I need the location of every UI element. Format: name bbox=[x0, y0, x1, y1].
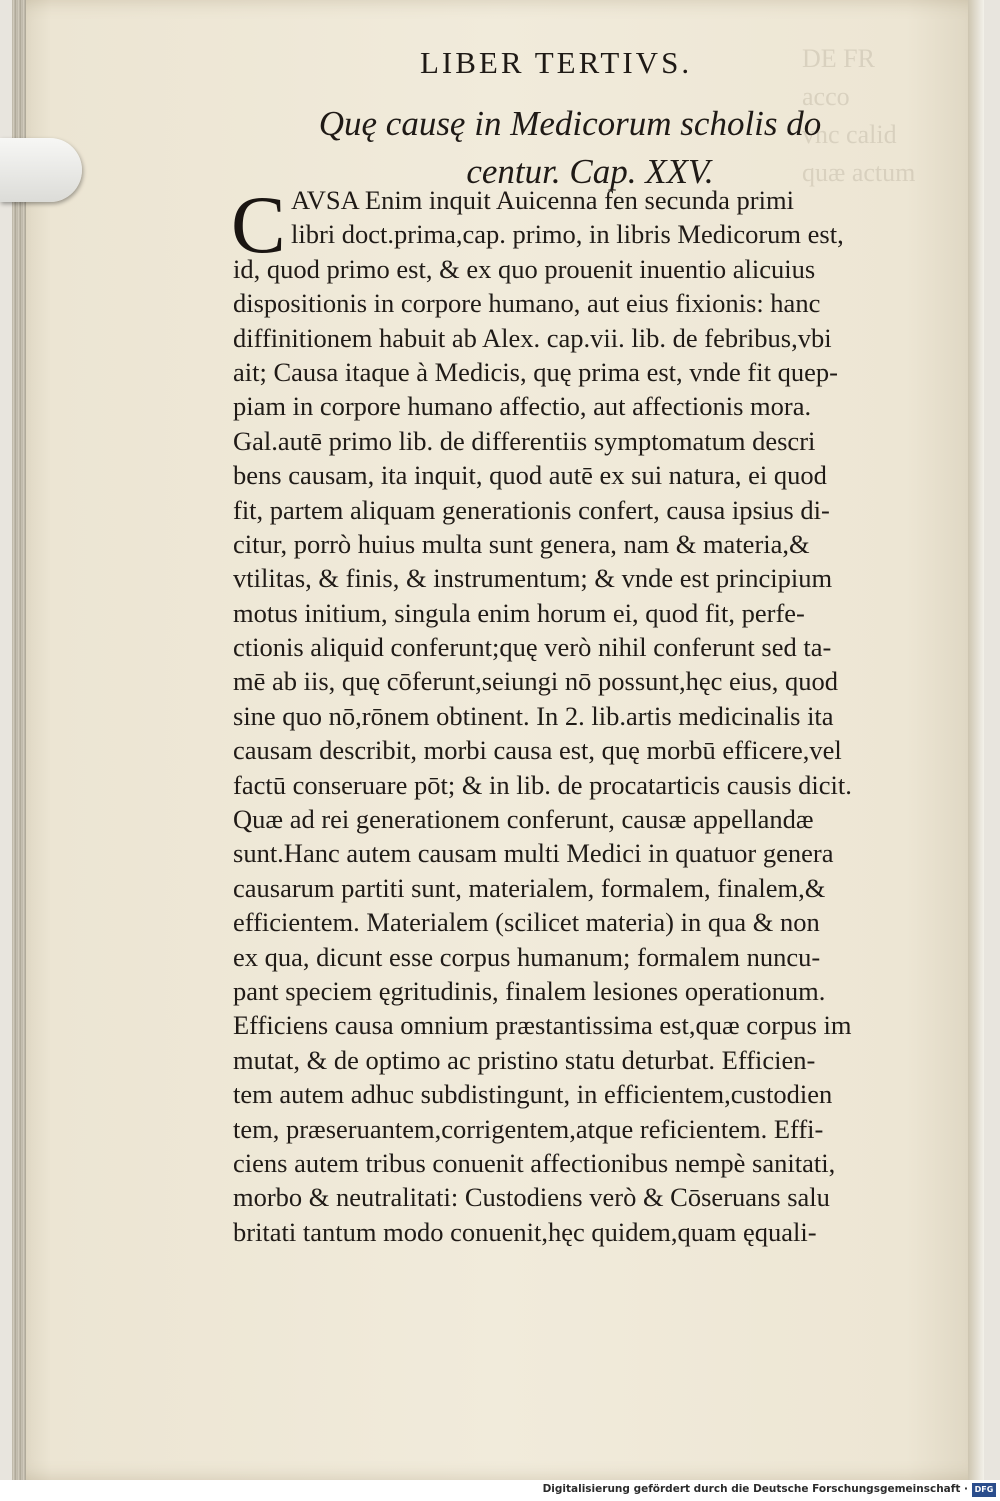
text-line: sunt.Hanc autem causam multi Medici in quatuor genera bbox=[233, 838, 834, 869]
text-line: ait; Causa itaque à Medicis, quę prima est, vnde fit quep- bbox=[233, 356, 838, 387]
running-head: LIBER TERTIVS. bbox=[420, 45, 693, 80]
text-line: bens causam, ita inquit, quod autē ex sui natura, ei quod bbox=[233, 460, 827, 491]
text-line: ctionis aliquid conferunt;quę verò nihil conferunt sed ta- bbox=[233, 632, 832, 663]
bleed-line: acco bbox=[802, 82, 850, 111]
text-line: vtilitas, & finis, & instrumentum; & vnde est principium bbox=[233, 563, 833, 594]
text-line: dispositionis in corpore humano, aut eius fixionis: hanc bbox=[233, 288, 821, 319]
text-line: tem, præseruantem,corrigentem,atque reficientem. Effi- bbox=[233, 1113, 824, 1144]
text-line: morbo & neutralitati: Custodiens verò & Cōseruans salu bbox=[233, 1182, 830, 1213]
text-line: mē ab iis, quę cōferunt,seiungi nō possunt,hęc eius, quod bbox=[233, 666, 838, 697]
text-line: causarum partiti sunt, materialem, formalem, finalem,& bbox=[233, 872, 826, 903]
page-clip bbox=[0, 138, 82, 202]
body-text bbox=[231, 179, 913, 1249]
text-line: sine quo nō,rōnem obtinent. In 2. lib.artis medicinalis ita bbox=[233, 700, 834, 731]
text-line: piam in corpore humano affectio, aut affectionis mora. bbox=[233, 391, 812, 422]
text-line: ciens autem tribus conuenit affectionibus nempè sanitati, bbox=[233, 1147, 836, 1178]
text-line: diffinitionem habuit ab Alex. cap.vii. lib. de febribus,vbi bbox=[233, 322, 832, 353]
text-line: tem autem adhuc subdistingunt, in efficientem,custodien bbox=[233, 1079, 833, 1110]
text-line: fit, partem aliquam generationis confert, causa ipsius di- bbox=[233, 494, 830, 525]
drop-cap-initial: C bbox=[231, 179, 286, 270]
page-gutter bbox=[968, 0, 984, 1480]
text-line: mutat, & de optimo ac pristino statu deturbat. Efficien- bbox=[233, 1044, 816, 1075]
text-line: efficientem. Materialem (scilicet materia) in qua & non bbox=[233, 907, 820, 938]
text-line: Efficiens causa omnium præstantissima est,quæ corpus im bbox=[233, 1010, 852, 1041]
text-line: pant speciem ęgritudinis, finalem lesiones operationum. bbox=[233, 975, 826, 1006]
text-line: Quæ ad rei generationem conferunt, causæ appellandæ bbox=[233, 804, 814, 835]
chapter-title-line-1: Quę causę in Medicorum scholis do bbox=[318, 104, 822, 143]
bleed-line: quæ actum bbox=[802, 158, 916, 187]
chapter-title bbox=[250, 100, 890, 196]
chapter-title-line-2: centur. Cap. XXV. bbox=[466, 152, 714, 191]
text-line: motus initium, singula enim horum ei, quod fit, perfe- bbox=[233, 597, 805, 628]
bleed-line: DE FR bbox=[802, 44, 875, 73]
text-line: AVSA Enim inquit Auicenna fen secunda primi bbox=[291, 185, 794, 215]
text-line: causam describit, morbi causa est, quę morbū efficere,vel bbox=[233, 735, 842, 766]
funding-credit: Digitalisierung gefördert durch die Deutsche Forschungsgemeinschaft · bbox=[542, 1483, 968, 1495]
text-line: britati tantum modo conuenit,hęc quidem,quam ęquali- bbox=[233, 1216, 817, 1247]
text-line: id, quod primo est, & ex quo prouenit inuentio alicuius bbox=[233, 253, 816, 284]
text-line: Gal.autē primo lib. de differentiis symptomatum descri bbox=[233, 425, 816, 456]
page-stack-edge bbox=[12, 0, 26, 1480]
bleed-line: vnc calid bbox=[802, 120, 897, 149]
text-line: citur, porrò huius multa sunt genera, nam & materia,& bbox=[233, 528, 810, 559]
text-line: ex qua, dicunt esse corpus humanum; formalem nuncu- bbox=[233, 941, 821, 972]
text-line: libri doct.prima,cap. primo, in libris Medicorum est, bbox=[291, 219, 844, 250]
dfg-logo-icon[interactable]: DFG bbox=[972, 1483, 996, 1497]
text-line: factū conseruare pōt; & in lib. de procatarticis causis dicit. bbox=[233, 769, 852, 800]
